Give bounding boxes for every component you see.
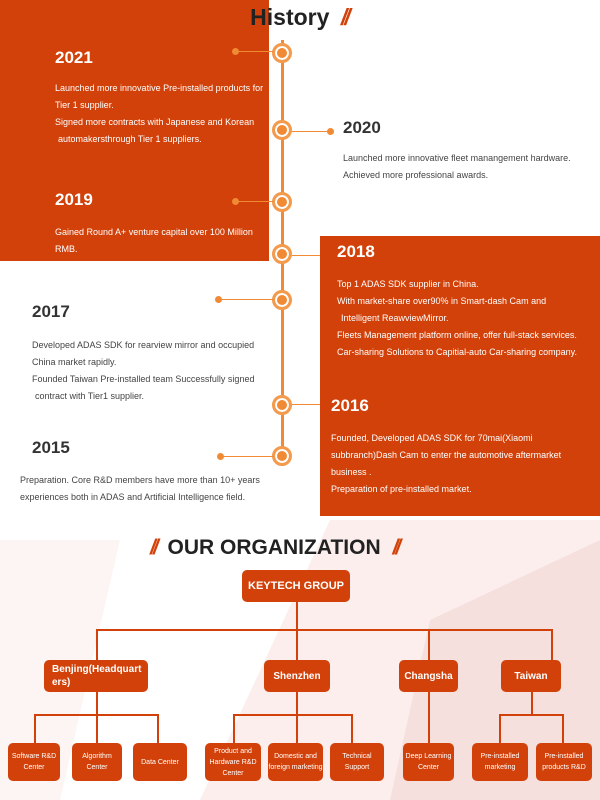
org-unit-technical-support: Technical Support (330, 743, 384, 781)
history-2017-description (32, 337, 267, 405)
org-connector (428, 692, 430, 744)
org-connector (296, 714, 298, 744)
history-2015-line: experiences both in ADAS and Artificial Intelligence field. (20, 492, 246, 502)
organization-title: OUR ORGANIZATION (167, 536, 381, 559)
history-2016-line: subbranch)Dash Cam to enter the automotive aftermarket (331, 450, 562, 460)
timeline-node-2016 (272, 395, 292, 415)
org-connector (96, 692, 98, 714)
history-2021-line: Tier 1 supplier. (55, 100, 114, 110)
connector-line-2021 (238, 51, 274, 52)
org-unit-software-rd-center: Software R&D Center (8, 743, 60, 781)
history-2018-line: Fleets Management platform online, offer full-stack services. (337, 330, 577, 340)
org-unit-domestic-foreign-marketing: Domestic and foreign marketing (268, 743, 323, 781)
org-unit-deep-learning-center: Deep Learning Center (403, 743, 454, 781)
connector-line-2015 (223, 456, 274, 457)
history-2016-line: business . (331, 467, 372, 477)
connector-line-2017 (221, 299, 274, 300)
history-2020-line: Launched more innovative fleet manangement hardware. (343, 153, 571, 163)
history-2017-line: Developed ADAS SDK for rearview mirror and occupied (32, 340, 255, 350)
year-2016: 2016 (331, 396, 369, 415)
org-connector (351, 714, 353, 744)
history-2021-description (55, 80, 270, 148)
org-unit-preinstalled-products-rd: Pre-installed products R&D (536, 743, 592, 781)
history-2016-line: Founded, Developed ADAS SDK for 70mai(Xiaomi (331, 433, 533, 443)
org-connector (96, 629, 552, 631)
timeline-node-2020 (272, 120, 292, 140)
org-connector (551, 629, 553, 661)
organization-heading (150, 536, 398, 560)
history-2021-line: automakersthrough Tier 1 suppliers. (58, 134, 202, 144)
timeline-node-2021 (272, 43, 292, 63)
connector-dot-2020 (327, 128, 334, 135)
year-2017: 2017 (32, 302, 70, 321)
year-2021: 2021 (55, 48, 93, 67)
history-2019-line: Over 10 Million Users. (55, 261, 144, 271)
slash-decoration-right: // (340, 4, 348, 30)
org-connector (296, 692, 298, 714)
org-branch-label-line: ers) (52, 677, 71, 688)
history-2020-description (343, 150, 598, 184)
org-connector (96, 714, 98, 744)
history-2021-line: Signed more contracts with Japanese and Korean (55, 117, 255, 127)
year-2019: 2019 (55, 190, 93, 209)
year-2015: 2015 (32, 438, 70, 457)
timeline-node-2019 (272, 192, 292, 212)
org-connector (34, 714, 36, 744)
org-unit-product-hardware-rd-center: Product and Hardware R&D Center (205, 743, 261, 781)
org-branch-beijing-label (52, 663, 141, 689)
org-unit-preinstalled-marketing: Pre-installed marketing (472, 743, 528, 781)
org-connector (157, 714, 159, 744)
org-connector (531, 692, 533, 714)
connector-line-2016 (292, 404, 320, 405)
org-branch-beijing (44, 660, 148, 692)
timeline-node-2017 (272, 290, 292, 310)
history-2016-line: Preparation of pre-installed market. (331, 484, 472, 494)
slash-decoration-left: // (150, 536, 156, 559)
connector-line-2018 (292, 255, 320, 256)
org-branch-shenzhen: Shenzhen (264, 660, 330, 692)
history-2017-line: China market rapidly. (32, 357, 117, 367)
org-branch-label-line: Benjing(Headquart (52, 664, 142, 675)
org-connector (96, 629, 98, 661)
org-connector (233, 714, 352, 716)
history-2020-line: Achieved more professional awards. (343, 170, 489, 180)
org-unit-algorithm-center: Algorithm Center (72, 743, 122, 781)
history-2019-description (55, 224, 270, 275)
org-connector (296, 602, 298, 630)
history-2015-description (20, 472, 275, 506)
year-2018: 2018 (337, 242, 375, 261)
history-2018-description (337, 276, 597, 361)
org-branch-taiwan: Taiwan (501, 660, 561, 692)
slash-decoration-left: // (232, 4, 239, 30)
history-2017-line: Founded Taiwan Pre-installed team Successfully signed (32, 374, 255, 384)
history-2016-description (331, 430, 596, 498)
history-title: History (250, 4, 330, 30)
history-2018-line: Top 1 ADAS SDK supplier in China. (337, 279, 479, 289)
history-2017-line: contract with Tier1 supplier. (35, 391, 145, 401)
slash-decoration-right: // (392, 536, 399, 559)
org-branch-changsha: Changsha (399, 660, 458, 692)
org-connector (499, 714, 563, 716)
history-2018-line: Car-sharing Solutions to Capitial-auto Car-sharing company. (337, 347, 577, 357)
connector-line-2019 (238, 201, 274, 202)
year-2020: 2020 (343, 118, 381, 137)
org-root-box: KEYTECH GROUP (242, 570, 350, 602)
history-2018-line: With market-share over90% in Smart-dash Cam and (337, 296, 547, 306)
org-connector (296, 629, 298, 661)
timeline-node-2015 (272, 446, 292, 466)
org-connector (233, 714, 235, 744)
history-heading (232, 4, 348, 31)
history-2018-line: Intelligent ReawviewMirror. (341, 313, 449, 323)
history-2021-line: Launched more innovative Pre-installed products for (55, 83, 264, 93)
org-connector (499, 714, 501, 744)
connector-line-2020 (292, 131, 328, 132)
timeline-node-2018 (272, 244, 292, 264)
history-2019-line: Gained Round A+ venture capital over 100 Million RMB. (55, 227, 253, 254)
org-connector (562, 714, 564, 744)
org-unit-data-center: Data Center (133, 743, 187, 781)
org-connector (428, 629, 430, 661)
history-2015-line: Preparation. Core R&D members have more than 10+ years (20, 475, 260, 485)
